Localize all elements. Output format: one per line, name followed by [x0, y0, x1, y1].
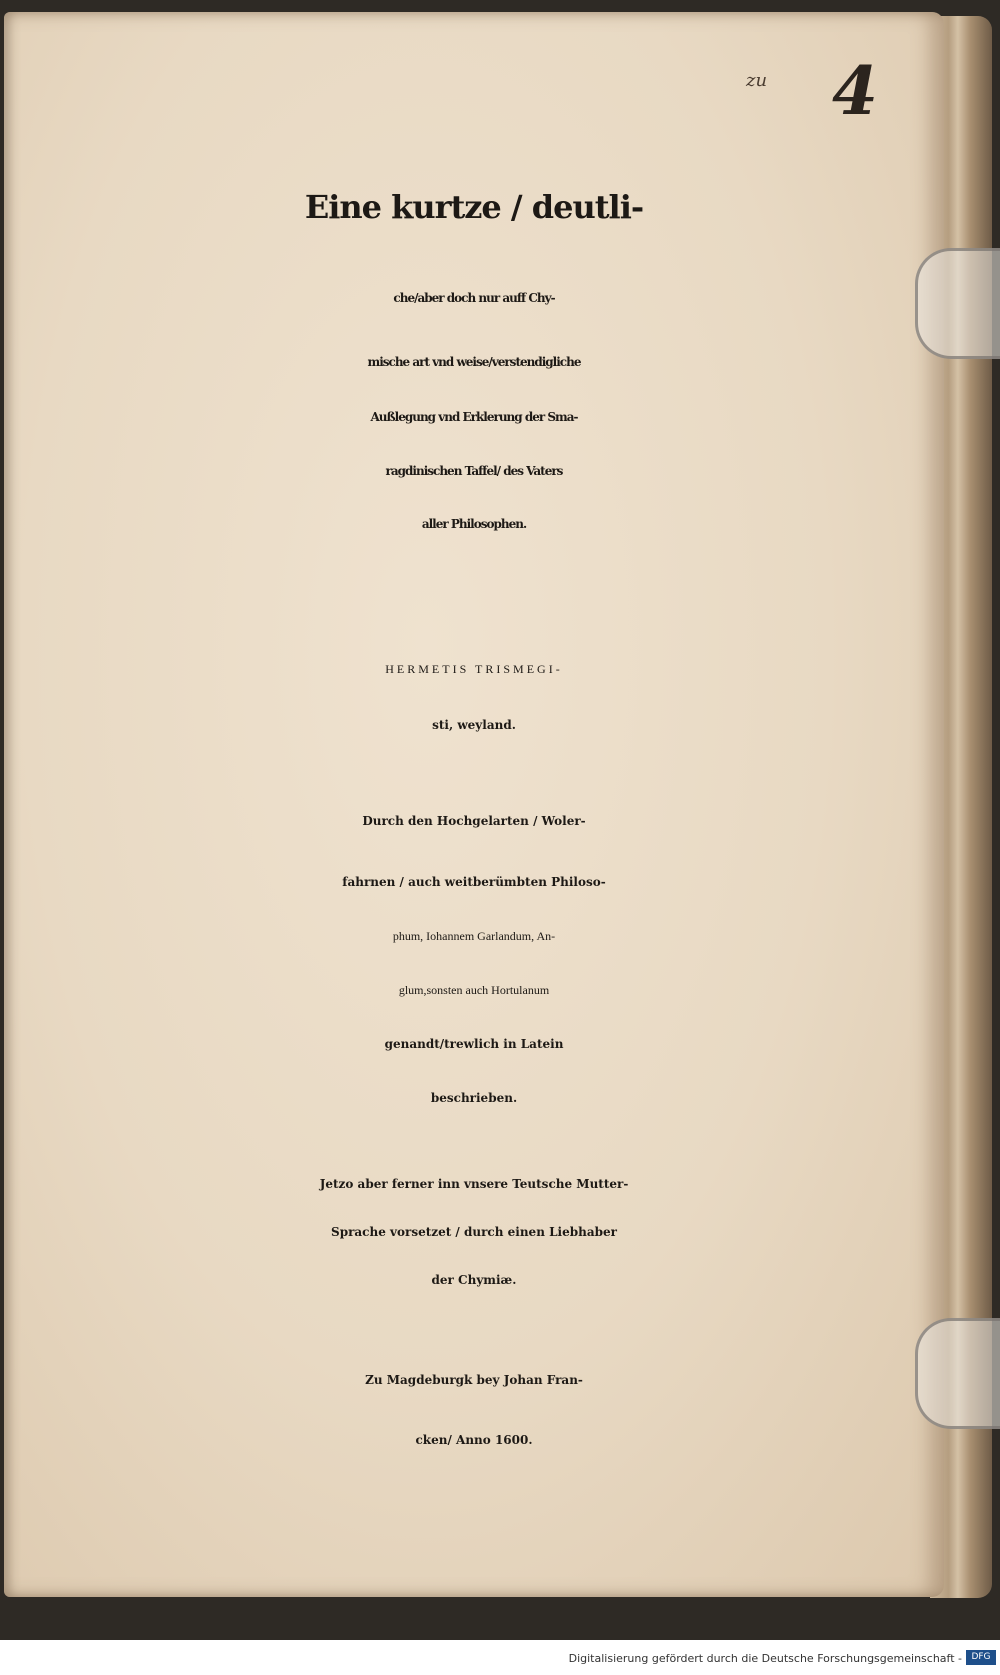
- translation-line: der Chymiæ.: [431, 1273, 517, 1287]
- author-line: genandt/trewlich in Latein: [384, 1037, 564, 1051]
- name-line: HERMETIS TRISMEGI-: [385, 662, 563, 676]
- book-page: [4, 12, 944, 1597]
- title-line: che/aber doch nur auff Chy-: [393, 291, 555, 305]
- hermes-name-block: [4, 637, 944, 749]
- name-line: sti, weyland.: [432, 718, 516, 732]
- author-line: phum, Iohannem Garlandum, An-: [392, 929, 556, 943]
- author-block: [4, 787, 944, 1125]
- translation-line: Sprache vorsetzet / durch einen Liebhaber: [331, 1225, 617, 1239]
- imprint-line: Zu Magdeburgk bey Johan Fran-: [365, 1373, 583, 1387]
- page-clip-bottom: [915, 1318, 1000, 1429]
- author-line: fahrnen / auch weitberümbten Philoso-: [342, 875, 606, 889]
- translation-line: Jetzo aber ferner inn vnsere Teutsche Mutter-: [319, 1177, 629, 1191]
- title-line: Eine kurtze / deutli-: [304, 188, 644, 226]
- title-line: aller Philosophen.: [421, 517, 527, 531]
- imprint-line: cken/ Anno 1600.: [415, 1433, 533, 1447]
- footer-bar: [0, 1640, 1000, 1675]
- title-line: Außlegung vnd Erklerung der Sma-: [370, 410, 578, 424]
- dfg-logo: DFG: [966, 1650, 996, 1665]
- author-line: beschrieben.: [430, 1091, 518, 1105]
- page-clip-top: [915, 248, 1000, 359]
- translation-block: [4, 1160, 944, 1304]
- imprint-block: [4, 1347, 944, 1467]
- title-line: mische art vnd weise/verstendigliche: [367, 355, 581, 369]
- author-line: glum,sonsten auch Hortulanum: [398, 983, 550, 997]
- funding-notice: Digitalisierung gefördert durch die Deutsche Forschungsgemeinschaft -: [568, 1652, 962, 1665]
- author-line: Durch den Hochgelarten / Woler-: [362, 814, 586, 828]
- title-line: ragdinischen Taffel/ des Vaters: [385, 464, 563, 478]
- title-block: [4, 152, 944, 550]
- page-number: 4: [832, 52, 878, 130]
- folio-mark: zu: [746, 70, 768, 91]
